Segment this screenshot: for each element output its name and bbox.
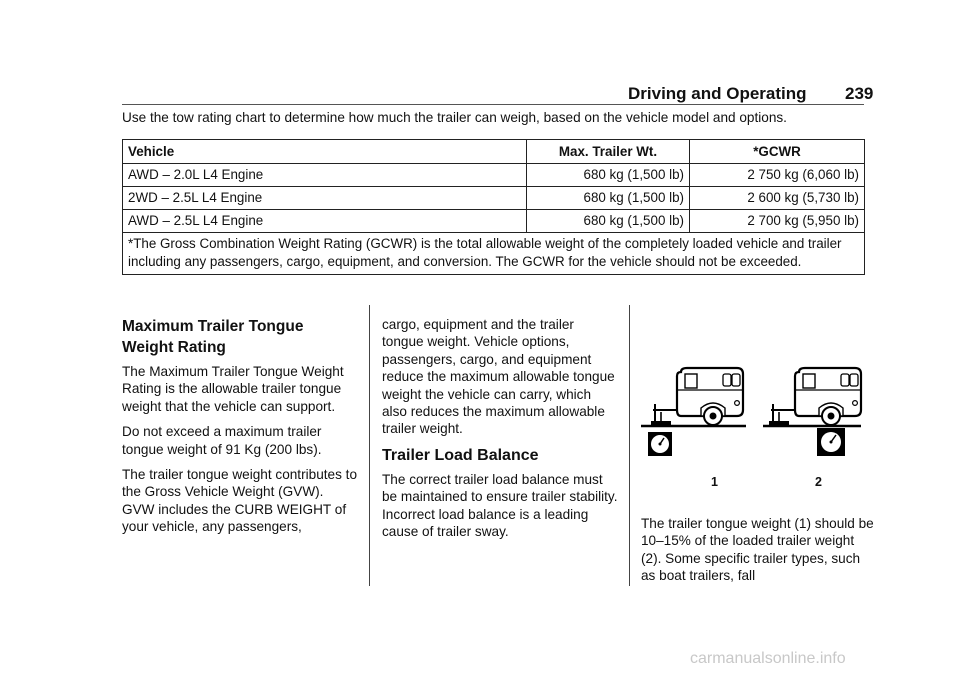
max-trailer-wt-cell: 680 kg (1,500 lb): [527, 164, 690, 187]
watermark: carmanualsonline.info: [690, 650, 846, 667]
table-header-row: [123, 140, 865, 164]
column-header-vehicle: Vehicle: [123, 140, 527, 164]
column-header-max-trailer-wt: Max. Trailer Wt.: [527, 140, 690, 164]
gcwr-cell: 2 700 kg (5,950 lb): [690, 210, 865, 233]
section-title: Driving and Operating: [628, 84, 807, 103]
scale-2-icon: [817, 428, 845, 456]
trailer-2-icon: [763, 368, 861, 426]
scale-1-icon: [648, 432, 672, 456]
gcwr-footnote: *The Gross Combination Weight Rating (GCWR) is the total allowable weight of the completely loaded vehicle and trailer including any passengers, cargo, equipment, and conversion. The GCWR for the vehicle should not be exceeded.: [123, 233, 865, 275]
table-row: [123, 187, 865, 210]
trailer-1-icon: [641, 368, 746, 427]
column-header-gcwr: *GCWR: [690, 140, 865, 164]
column-tongue-weight: [122, 316, 358, 544]
heading-max-tongue-weight: Maximum Trailer Tongue Weight Rating: [122, 318, 304, 356]
vehicle-cell: 2WD – 2.5L L4 Engine: [123, 187, 527, 210]
illustration-label-1: 1: [711, 475, 718, 489]
intro-text: Use the tow rating chart to determine how much the trailer can weigh, based on the vehicle model and options.: [122, 110, 787, 125]
table-row: [123, 210, 865, 233]
heading-trailer-load-balance: Trailer Load Balance: [382, 446, 539, 464]
table-footnote-row: [123, 233, 865, 275]
page-number: 239: [845, 84, 874, 103]
column-load-balance: [382, 316, 618, 548]
vehicle-cell: AWD – 2.5L L4 Engine: [123, 210, 527, 233]
table-row: [123, 164, 865, 187]
gcwr-cell: 2 750 kg (6,060 lb): [690, 164, 865, 187]
tow-rating-table: [122, 139, 865, 275]
column-divider: [369, 305, 370, 586]
vehicle-cell: AWD – 2.0L L4 Engine: [123, 164, 527, 187]
paragraph: The trailer tongue weight (1) should be 10–15% of the loaded trailer weight (2). Some specific trailer types, such as boat trailers, fall: [641, 516, 874, 584]
column-tongue-percentage: [641, 515, 877, 593]
illustration-label-2: 2: [815, 475, 822, 489]
paragraph: The correct trailer load balance must be maintained to ensure trailer stability. Incorrect load balance is a leading cause of trailer sway.: [382, 471, 618, 540]
paragraph: Do not exceed a maximum trailer tongue weight of 91 Kg (200 lbs).: [122, 424, 322, 457]
paragraph-continued: cargo, equipment and the trailer tongue weight. Vehicle options, passengers, cargo, and equipment reduce the maximum allowable tongue weight the vehicle can carry, which also reduces the maximum allowable trailer weight.: [382, 317, 615, 437]
paragraph: The Maximum Trailer Tongue Weight Rating is the allowable trailer tongue weight that the vehicle can support.: [122, 364, 344, 414]
column-divider: [629, 305, 630, 586]
max-trailer-wt-cell: 680 kg (1,500 lb): [527, 210, 690, 233]
trailer-weight-illustration: [641, 360, 866, 460]
paragraph: The trailer tongue weight contributes to the Gross Vehicle Weight (GVW). GVW includes the CURB WEIGHT of your vehicle, any passengers,: [122, 467, 358, 535]
max-trailer-wt-cell: 680 kg (1,500 lb): [527, 187, 690, 210]
gcwr-cell: 2 600 kg (5,730 lb): [690, 187, 865, 210]
header-rule: [122, 104, 864, 105]
